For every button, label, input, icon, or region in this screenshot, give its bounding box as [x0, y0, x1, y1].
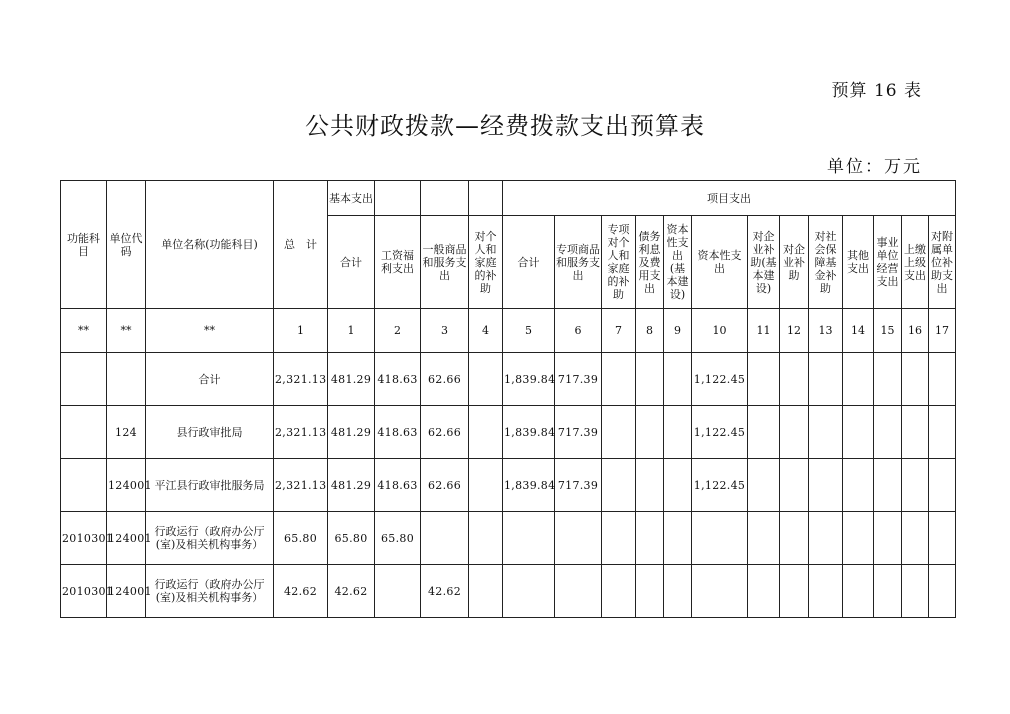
cell-personal	[469, 406, 503, 459]
index-cell: 7	[602, 309, 636, 353]
cell-salary: 418.63	[375, 353, 421, 406]
cell-salary: 418.63	[375, 459, 421, 512]
cell-basic-total: 481.29	[328, 353, 375, 406]
index-cell: 9	[664, 309, 692, 353]
cell-total: 42.62	[274, 565, 328, 618]
page-title: 公共财政拨款—经费拨款支出预算表	[305, 112, 705, 140]
cell-proj-personal	[602, 353, 636, 406]
cell-basic-total: 42.62	[328, 565, 375, 618]
cell-total: 2,321.13	[274, 459, 328, 512]
table-row	[61, 565, 956, 618]
cell-goods	[421, 512, 469, 565]
index-row	[61, 309, 956, 353]
cell-ent-build	[748, 353, 780, 406]
index-cell: 1	[274, 309, 328, 353]
cell-ent-build	[748, 406, 780, 459]
cell-proj-personal	[602, 565, 636, 618]
cell-unit-code: 124	[107, 406, 146, 459]
cell-cap-build	[664, 459, 692, 512]
header-blank	[375, 181, 421, 216]
index-cell: 5	[503, 309, 555, 353]
header-proj-goods: 专项商品和服务支出	[555, 216, 602, 309]
cell-total: 2,321.13	[274, 406, 328, 459]
index-cell: **	[61, 309, 107, 353]
cell-personal	[469, 459, 503, 512]
index-cell: 12	[780, 309, 809, 353]
cell-capital	[692, 565, 748, 618]
form-number: 预算 16 表	[831, 81, 922, 101]
index-cell: **	[107, 309, 146, 353]
cell-goods: 42.62	[421, 565, 469, 618]
unit-label: 单位：万元	[827, 157, 922, 177]
table-header	[61, 181, 956, 309]
cell-remit	[902, 353, 929, 406]
cell-personal	[469, 353, 503, 406]
cell-goods: 62.66	[421, 406, 469, 459]
cell-proj-goods: 717.39	[555, 353, 602, 406]
header-total: 总 计	[274, 181, 328, 309]
cell-debt	[636, 512, 664, 565]
header-basic-total: 合计	[328, 216, 375, 309]
index-cell: 6	[555, 309, 602, 353]
cell-func-code: 2010301	[61, 565, 107, 618]
cell-ent	[780, 353, 809, 406]
table-row	[61, 406, 956, 459]
header-blank	[469, 181, 503, 216]
cell-cap-build	[664, 512, 692, 565]
index-cell: 2	[375, 309, 421, 353]
header-enterprise: 对企业补助	[780, 216, 809, 309]
cell-proj-total: 1,839.84	[503, 353, 555, 406]
budget-table	[60, 180, 956, 618]
cell-unit-code: 124001	[107, 565, 146, 618]
header-proj-total: 合计	[503, 216, 555, 309]
index-cell: 1	[328, 309, 375, 353]
cell-proj-total: 1,839.84	[503, 459, 555, 512]
cell-proj-personal	[602, 406, 636, 459]
cell-business	[874, 565, 902, 618]
index-cell: 15	[874, 309, 902, 353]
cell-proj-goods	[555, 565, 602, 618]
table-row	[61, 459, 956, 512]
cell-salary	[375, 565, 421, 618]
cell-basic-total: 65.80	[328, 512, 375, 565]
cell-total: 2,321.13	[274, 353, 328, 406]
header-debt-interest: 债务利息及费用支出	[636, 216, 664, 309]
cell-unit-name: 合计	[146, 353, 274, 406]
cell-business	[874, 406, 902, 459]
header-social-security: 对社会保障基金补助	[809, 216, 843, 309]
header-remit: 上缴上级支出	[902, 216, 929, 309]
cell-unit-name: 平江县行政审批服务局	[146, 459, 274, 512]
header-basic: 基本支出	[328, 181, 375, 216]
cell-goods: 62.66	[421, 353, 469, 406]
cell-social	[809, 459, 843, 512]
cell-business	[874, 459, 902, 512]
cell-personal	[469, 565, 503, 618]
header-proj-personal: 专项对个人和家庭的补助	[602, 216, 636, 309]
header-personal-subsidy: 对个人和家庭的补助	[469, 216, 503, 309]
cell-goods: 62.66	[421, 459, 469, 512]
cell-capital: 1,122.45	[692, 353, 748, 406]
cell-business	[874, 353, 902, 406]
cell-total: 65.80	[274, 512, 328, 565]
cell-personal	[469, 512, 503, 565]
cell-capital	[692, 512, 748, 565]
cell-ent	[780, 512, 809, 565]
cell-subordinate	[929, 512, 956, 565]
cell-unit-code: 124001	[107, 512, 146, 565]
cell-other	[843, 353, 874, 406]
cell-capital: 1,122.45	[692, 459, 748, 512]
cell-social	[809, 565, 843, 618]
header-goods: 一般商品和服务支出	[421, 216, 469, 309]
header-business: 事业单位经营支出	[874, 216, 902, 309]
header-salary: 工资福利支出	[375, 216, 421, 309]
cell-proj-total	[503, 512, 555, 565]
cell-debt	[636, 406, 664, 459]
index-cell: 10	[692, 309, 748, 353]
cell-proj-total: 1,839.84	[503, 406, 555, 459]
index-cell: 4	[469, 309, 503, 353]
cell-proj-goods: 717.39	[555, 406, 602, 459]
cell-proj-total	[503, 565, 555, 618]
cell-social	[809, 512, 843, 565]
cell-basic-total: 481.29	[328, 406, 375, 459]
header-other: 其他支出	[843, 216, 874, 309]
cell-func-code	[61, 353, 107, 406]
cell-other	[843, 406, 874, 459]
table-body	[61, 309, 956, 618]
cell-unit-code	[107, 353, 146, 406]
cell-unit-code: 124001	[107, 459, 146, 512]
cell-ent-build	[748, 512, 780, 565]
cell-subordinate	[929, 353, 956, 406]
cell-unit-name: 县行政审批局	[146, 406, 274, 459]
cell-salary: 65.80	[375, 512, 421, 565]
cell-debt	[636, 459, 664, 512]
cell-subordinate	[929, 565, 956, 618]
cell-subordinate	[929, 459, 956, 512]
index-cell: 13	[809, 309, 843, 353]
cell-basic-total: 481.29	[328, 459, 375, 512]
cell-proj-goods	[555, 512, 602, 565]
cell-ent	[780, 459, 809, 512]
cell-remit	[902, 565, 929, 618]
index-cell: 14	[843, 309, 874, 353]
cell-social	[809, 406, 843, 459]
cell-func-code: 2010301	[61, 512, 107, 565]
cell-cap-build	[664, 353, 692, 406]
cell-ent	[780, 565, 809, 618]
cell-salary: 418.63	[375, 406, 421, 459]
cell-ent	[780, 406, 809, 459]
cell-subordinate	[929, 406, 956, 459]
header-blank	[421, 181, 469, 216]
cell-cap-build	[664, 565, 692, 618]
cell-func-code	[61, 459, 107, 512]
cell-proj-personal	[602, 459, 636, 512]
cell-social	[809, 353, 843, 406]
cell-capital: 1,122.45	[692, 406, 748, 459]
table-row	[61, 353, 956, 406]
cell-proj-goods: 717.39	[555, 459, 602, 512]
header-project: 项目支出	[503, 181, 956, 216]
index-cell: 3	[421, 309, 469, 353]
cell-cap-build	[664, 406, 692, 459]
index-cell: **	[146, 309, 274, 353]
cell-debt	[636, 565, 664, 618]
header-unit-name: 单位名称(功能科目)	[146, 181, 274, 309]
cell-ent-build	[748, 459, 780, 512]
header-unit-code: 单位代码	[107, 181, 146, 309]
cell-remit	[902, 459, 929, 512]
table-row	[61, 512, 956, 565]
cell-remit	[902, 512, 929, 565]
header-enterprise-construction: 对企业补助(基本建设)	[748, 216, 780, 309]
index-cell: 16	[902, 309, 929, 353]
cell-remit	[902, 406, 929, 459]
index-cell: 17	[929, 309, 956, 353]
header-subordinate: 对附属单位补助支出	[929, 216, 956, 309]
cell-other	[843, 565, 874, 618]
cell-other	[843, 459, 874, 512]
cell-unit-name: 行政运行（政府办公厅(室)及相关机构事务）	[146, 565, 274, 618]
cell-proj-personal	[602, 512, 636, 565]
cell-business	[874, 512, 902, 565]
index-cell: 11	[748, 309, 780, 353]
cell-ent-build	[748, 565, 780, 618]
index-cell: 8	[636, 309, 664, 353]
cell-func-code	[61, 406, 107, 459]
cell-debt	[636, 353, 664, 406]
header-func-code: 功能科目	[61, 181, 107, 309]
cell-other	[843, 512, 874, 565]
header-capital: 资本性支出	[692, 216, 748, 309]
cell-unit-name: 行政运行（政府办公厅(室)及相关机构事务）	[146, 512, 274, 565]
header-capital-construction: 资本性支出(基本建设)	[664, 216, 692, 309]
